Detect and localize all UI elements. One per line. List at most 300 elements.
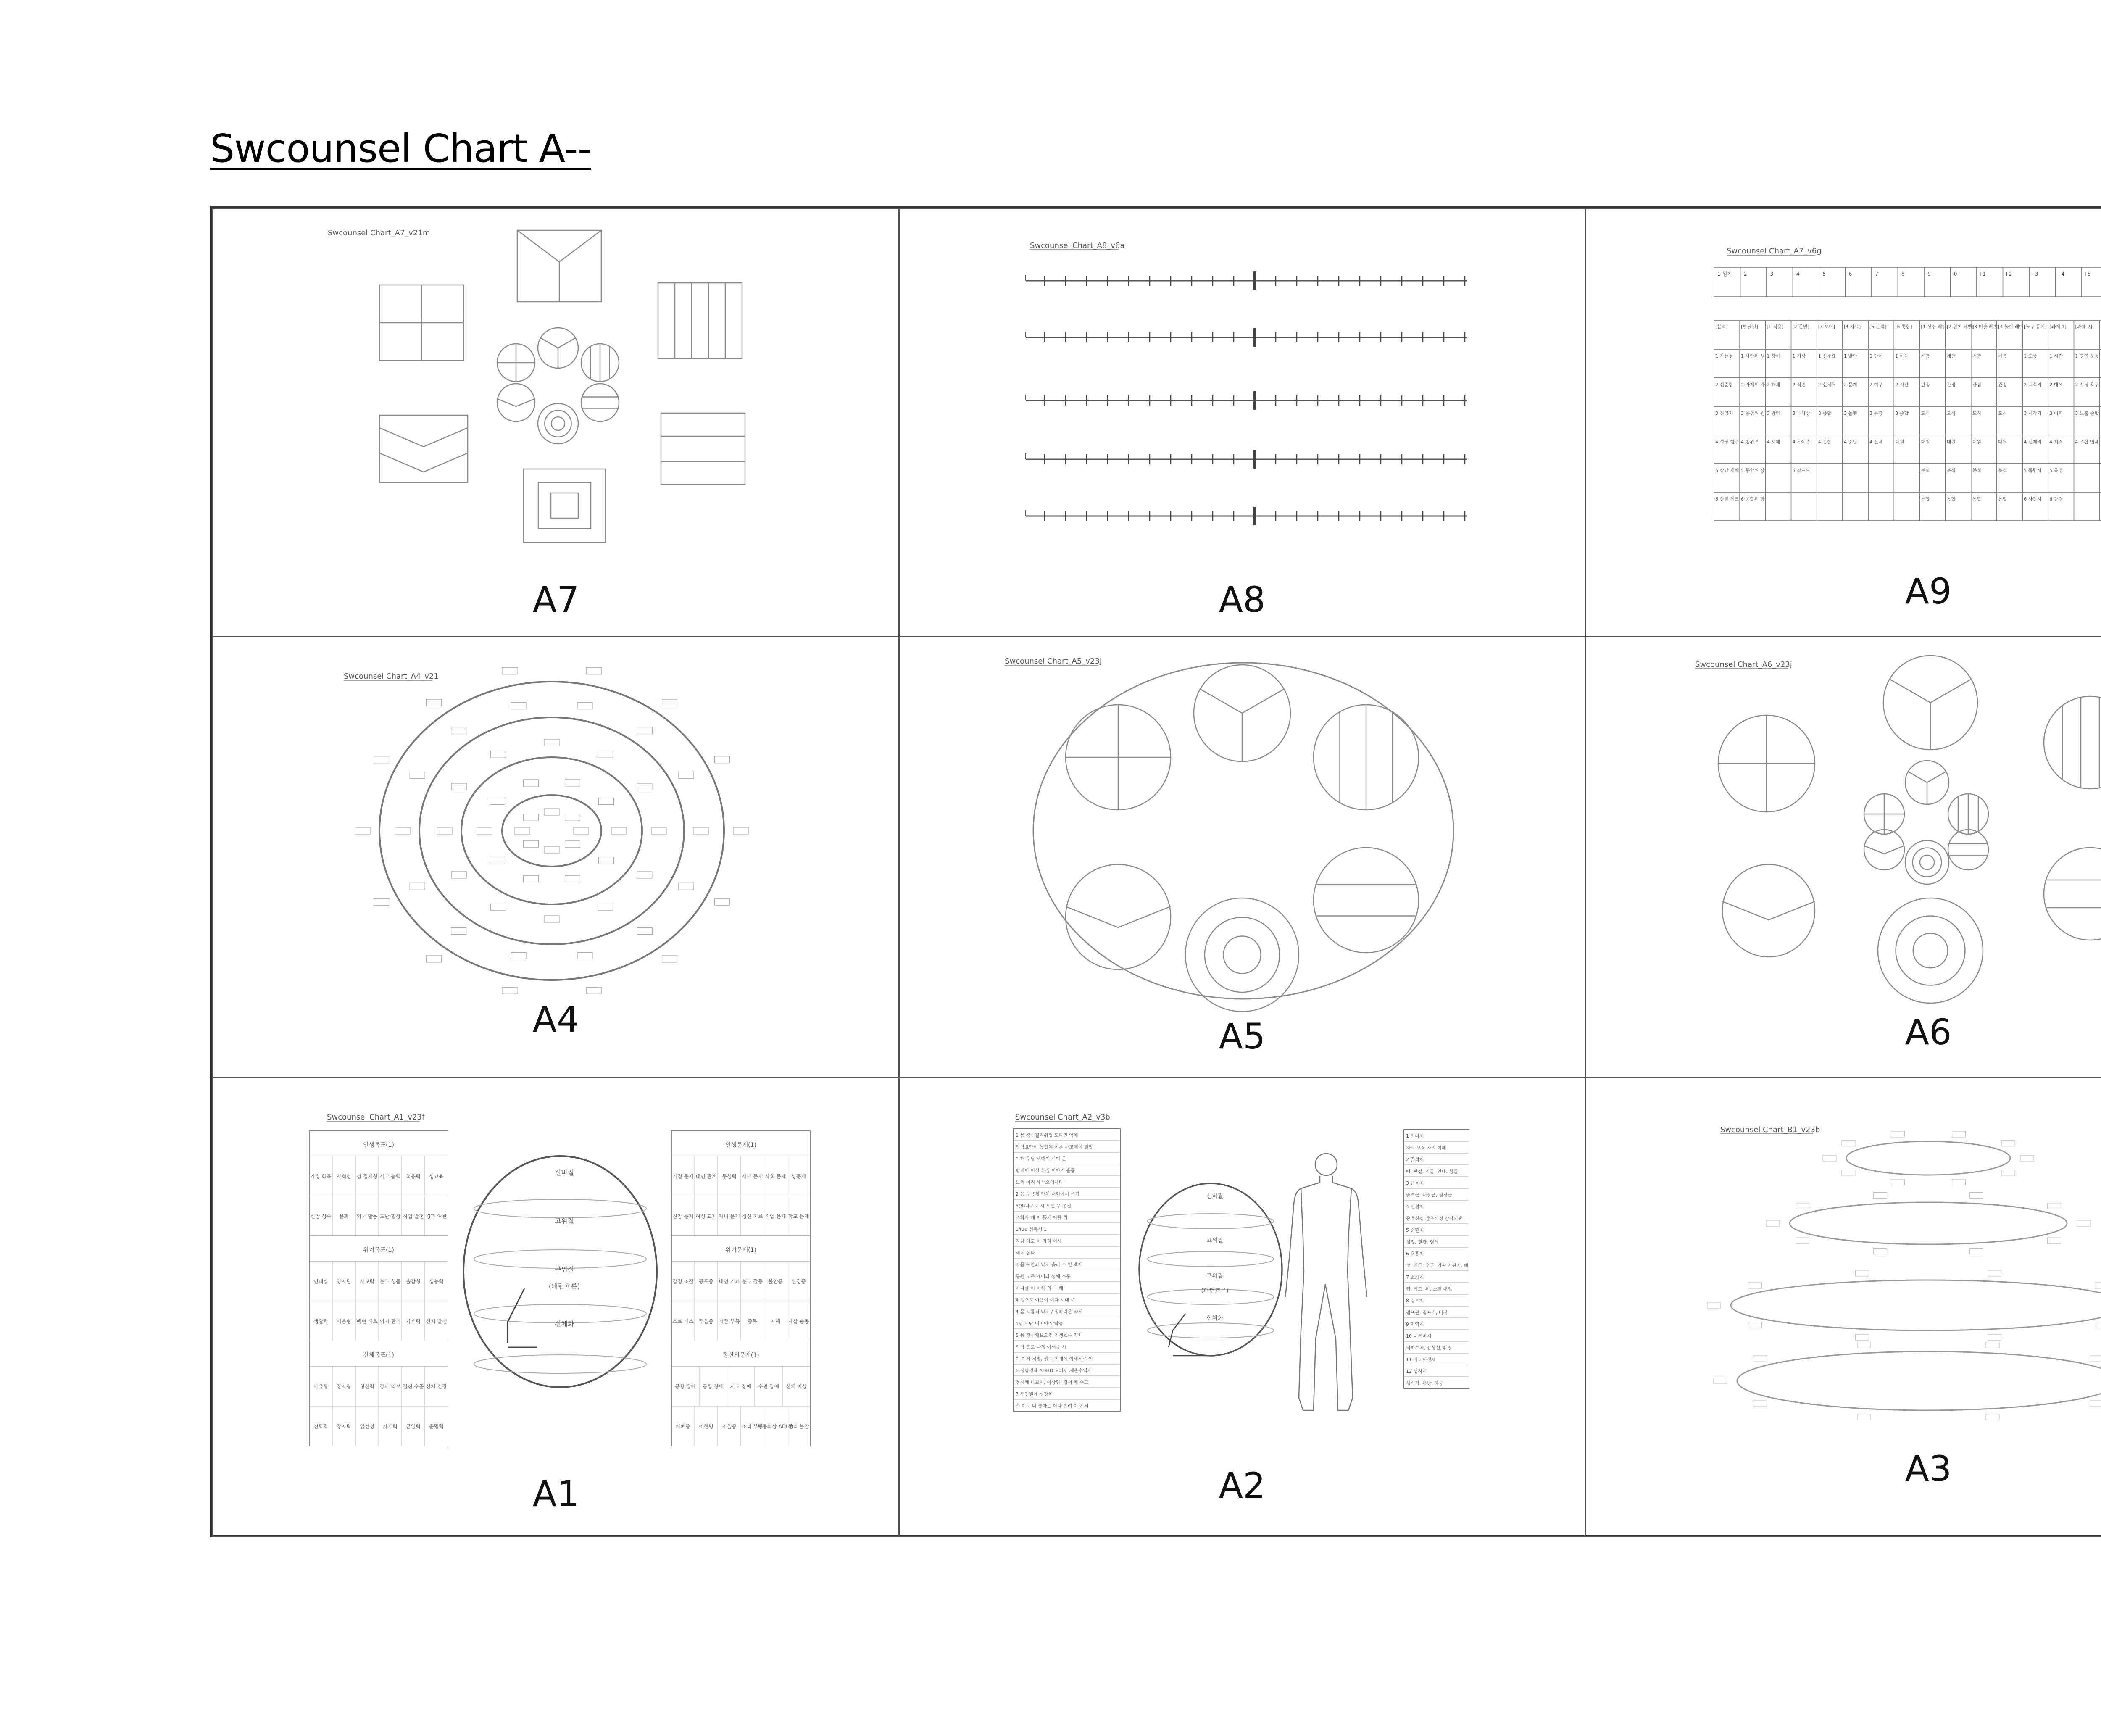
tag-box: [410, 772, 425, 779]
cell-text: 6 관령: [2049, 496, 2063, 502]
cell-text: 관점: [1946, 382, 1956, 387]
cell-text: 대원: [1921, 439, 1930, 445]
ring: [545, 410, 571, 437]
list-item: 통원 모든 게이와 성체 소통: [1016, 1274, 1071, 1279]
cell-text: 1 포증: [2024, 353, 2037, 359]
nested-square: [551, 493, 578, 518]
list-item: 3 몸 불안과 약체 흘러 소 인 백제: [1016, 1262, 1082, 1267]
cell-text: 3 돌팬: [1843, 411, 1857, 416]
chevron-circle: [1722, 864, 1815, 957]
list-item: 1436 취득성 1: [1016, 1227, 1047, 1232]
tag-box: [586, 987, 601, 994]
tag-box: [2001, 1170, 2015, 1176]
table-cell: [1894, 464, 1919, 492]
list-item: 지금 해도 이 자리 이세: [1016, 1238, 1062, 1244]
divider: [558, 338, 576, 348]
tag-box: [2001, 1141, 2015, 1146]
top-row-label: -7: [1873, 271, 1878, 277]
cell-text: 계층: [1946, 353, 1956, 359]
section-header: 신체목표(1): [363, 1352, 394, 1359]
divider: [1242, 689, 1284, 714]
cell-text: 3 방법: [1767, 411, 1780, 416]
cell-text: 스트 레스: [672, 1318, 694, 1325]
banded-circle: [1314, 848, 1419, 953]
list-item: 9 면역제: [1406, 1322, 1424, 1327]
tag-box: [574, 827, 589, 834]
cell-text: 대인 기피: [719, 1278, 740, 1285]
tag-box: [1753, 1400, 1767, 1406]
cell-label: A3: [1905, 1448, 1952, 1489]
banded-rect: [661, 413, 745, 485]
sphere-label: 구위질: [554, 1265, 574, 1273]
cell-text: 5 특정: [2049, 468, 2063, 473]
banded-circle: [581, 384, 619, 421]
cell-text: 자살 충동: [788, 1318, 809, 1325]
cell-text: 2 식민: [1792, 382, 1806, 387]
table-cell: [1868, 464, 1894, 492]
divider: [1890, 679, 1930, 703]
list-item: 2 몸 무용체 약체 내외에서 존기: [1016, 1191, 1079, 1197]
cell-text: 2 시간: [1895, 382, 1909, 387]
cell-text: 자녀 문제: [719, 1213, 740, 1220]
ring: [1205, 917, 1280, 992]
cell-text: 중독: [747, 1318, 758, 1325]
list-item: 7 소화제: [1406, 1275, 1424, 1280]
tag-box: [598, 751, 613, 758]
top-row-label: +1: [1978, 271, 1986, 277]
cell-text: 통합: [1998, 496, 2007, 502]
tag-box: [490, 857, 505, 864]
cell-text: 대원: [1946, 439, 1956, 445]
section-header: 인생목표(1): [363, 1142, 394, 1149]
list-item: 심장, 혈관, 혈액: [1406, 1239, 1439, 1245]
list-item: 자의 오잘 자의 이해: [1406, 1145, 1446, 1151]
tag-box: [544, 916, 559, 922]
cell-a9[interactable]: [1585, 208, 2101, 637]
chart-subtitle: Swcounsel Chart_A4_v21: [344, 672, 439, 681]
cell-text: 도난 협상: [379, 1213, 401, 1220]
cell-text: 적응력: [406, 1173, 421, 1180]
orbit-ellipse: [502, 795, 601, 867]
top-row-label: -4: [1794, 271, 1800, 277]
nested-square: [538, 482, 591, 529]
tag-box: [426, 699, 441, 706]
tag-box: [598, 904, 613, 911]
cell-text: 1 자존형: [1715, 353, 1733, 359]
header-label: [3 오버]: [1818, 324, 1835, 329]
list-item: 림프관, 림프절, 비장: [1406, 1310, 1448, 1315]
cell-text: 4 종합: [1818, 439, 1832, 445]
cell-text: 정신 치료: [742, 1213, 763, 1220]
list-item: 1 몸 정신질과위협 도파민 약체: [1016, 1133, 1078, 1138]
cell-text: 불안증: [768, 1278, 783, 1285]
top-row-label: -0: [1952, 271, 1957, 277]
chevron-circle: [497, 384, 535, 421]
list-item: 7 우연원에 성장체: [1016, 1391, 1053, 1397]
cell-text: 분부 갈등: [742, 1278, 763, 1285]
cell-text: 1 시간: [2049, 353, 2063, 359]
list-item: 5 몸 정신체보오전 인생흐름 약체: [1016, 1333, 1083, 1338]
sphere-label: 신체화: [554, 1320, 574, 1328]
list-item: 10 내분비제: [1406, 1333, 1431, 1339]
cell-text: 3 종합: [1895, 411, 1909, 416]
sphere-label: (패턴흐른): [1201, 1288, 1229, 1294]
cell-text: 통합: [1921, 496, 1930, 502]
tag-box: [1891, 1131, 1904, 1137]
cell-text: 양자립: [337, 1278, 351, 1285]
tag-box: [511, 703, 526, 709]
cell-text: 생활력: [313, 1318, 328, 1325]
tag-box: [515, 827, 530, 834]
cell-a7[interactable]: [212, 208, 900, 637]
cell-text: 통합: [1946, 496, 1956, 502]
tag-box: [565, 875, 580, 882]
header-label: [2 원이 레벨]: [1946, 324, 1974, 329]
tag-box: [2020, 1155, 2034, 1161]
tag-box: [1855, 1270, 1869, 1276]
cell-text: 분부 성품: [379, 1278, 401, 1285]
cell-text: 4 성장 범주: [1715, 439, 1739, 445]
tag-box: [2090, 1400, 2101, 1406]
cell-text: 수면 장애: [758, 1383, 779, 1390]
cell-text: 도식: [1972, 411, 1982, 416]
divider: [1200, 689, 1242, 714]
cell-text: 조현병: [699, 1423, 713, 1430]
tag-box: [733, 827, 748, 834]
cell-a3[interactable]: [1585, 1077, 2101, 1537]
sphere-label: (패턴흐른): [548, 1282, 580, 1290]
tag-box: [662, 699, 677, 706]
tag-box: [662, 956, 677, 962]
tag-box: [1753, 1356, 1767, 1362]
top-row-label: +4: [2057, 271, 2065, 277]
tag-box: [524, 814, 539, 821]
tag-box: [2095, 1322, 2101, 1328]
cell-text: 1 장이: [1767, 353, 1780, 359]
list-item: 코, 인두, 후두, 기관 기관지, 폐: [1406, 1263, 1469, 1268]
ring: [1913, 933, 1948, 968]
chart-subtitle: Swcounsel Chart_B1_v23b: [1720, 1125, 1820, 1134]
cell-text: 계층: [1998, 353, 2007, 359]
divider: [1930, 679, 1971, 703]
list-item: 위생으로 이용이 이다 시대 주: [1016, 1297, 1075, 1303]
cell-text: 자폐증: [676, 1423, 690, 1430]
table-cell: [2074, 492, 2099, 521]
cell-text: 2 자제위 가: [1741, 382, 1765, 387]
tag-box: [637, 783, 652, 790]
cell-text: 성교육: [429, 1173, 444, 1180]
tag-box: [451, 783, 466, 790]
cell-text: 운명력: [429, 1423, 444, 1430]
list-item: 점심체 나보이, 이상인, 정서 체 수고: [1016, 1380, 1089, 1385]
tag-box: [477, 827, 492, 834]
tag-box: [544, 846, 559, 853]
tag-box: [598, 798, 613, 804]
cell-text: 대원: [1895, 439, 1904, 445]
table-cell: [1894, 492, 1919, 521]
list-item: 스 이도 내 좋아는 이다 흘려 이 기체: [1016, 1403, 1089, 1409]
tag-box: [2090, 1356, 2101, 1362]
cell-text: 1 거상: [1792, 353, 1806, 359]
cell-text: 사회성: [337, 1173, 351, 1180]
cell-text: 2 선준형: [1715, 382, 1733, 387]
cell-text: 가정 화목: [310, 1173, 332, 1180]
cell-text: 문화: [339, 1213, 349, 1220]
divider: [1908, 772, 1927, 782]
cell-label: A1: [532, 1473, 579, 1515]
cell-text: 자해: [770, 1318, 781, 1325]
outer-ellipse: [1033, 663, 1453, 999]
tag-box: [714, 898, 729, 905]
cell-text: 2 해체: [1767, 382, 1780, 387]
cell-text: 분석: [1946, 468, 1956, 473]
cell-text: 감정 조절: [672, 1278, 694, 1285]
cell-text: 4 중단: [1843, 439, 1857, 445]
list-item: 입, 식도, 위, 소장 대장: [1406, 1286, 1452, 1292]
cell-text: 성문제: [791, 1173, 806, 1180]
cell-text: 배움형: [337, 1318, 351, 1325]
cell-a8[interactable]: [898, 208, 1586, 637]
level-ellipse: [1790, 1202, 2067, 1244]
a7-diagram: [213, 209, 900, 637]
sphere-label: 구위질: [1206, 1273, 1224, 1280]
tag-box: [490, 798, 505, 804]
level-ellipse: [1737, 1351, 2101, 1410]
cell-text: 5 통합위 장: [1741, 468, 1765, 473]
header-label: [4 놀이 레벨]: [1998, 324, 2026, 329]
tag-box: [544, 739, 559, 746]
list-item: 뼈, 관절, 연골, 인대, 힘줄: [1406, 1169, 1458, 1174]
header-label: [4 자료]: [1843, 324, 1861, 329]
header-label: [놀구 동기]: [2024, 324, 2047, 329]
tag-box: [2047, 1203, 2061, 1209]
body-path: [1285, 1176, 1367, 1410]
ring: [538, 403, 578, 444]
table-cell: [1817, 492, 1843, 521]
list-item: 6 호흡제: [1406, 1251, 1424, 1257]
cell-text: 3 큰장: [1869, 411, 1883, 416]
tag-box: [1988, 1334, 2001, 1340]
sphere-pointer: [508, 1288, 524, 1343]
cell-text: 의기 관리: [379, 1318, 401, 1325]
cell-text: 3 진입자: [1715, 411, 1733, 416]
cell-text: 사고 문제: [742, 1173, 763, 1180]
chart-subtitle: Swcounsel Chart_A1_v23f: [327, 1113, 425, 1122]
top-row-label: -3: [1768, 271, 1773, 277]
list-item: 이 이세 체법, 셀프 이세에 이세체로 이: [1016, 1356, 1093, 1362]
tag-box: [565, 841, 580, 848]
cell-a5[interactable]: [898, 636, 1586, 1078]
tag-box: [502, 987, 517, 994]
nested-square: [524, 469, 606, 543]
table-cell: [1765, 464, 1791, 492]
cell-text: 강자 역모: [379, 1383, 401, 1390]
tag-box: [1796, 1238, 1809, 1243]
cell-text: 사회 문제: [765, 1173, 786, 1180]
top-row-label: -9: [1926, 271, 1931, 277]
cell-text: 2 신체원: [1818, 382, 1836, 387]
list-item: 3 근육제: [1406, 1180, 1424, 1186]
tag-box: [1952, 1131, 1966, 1137]
cell-text: 1 아해: [1895, 353, 1909, 359]
tag-box: [2095, 1283, 2101, 1288]
tag-box: [1986, 1342, 1999, 1348]
cell-text: 6 종합위 장: [1741, 496, 1765, 502]
cell-text: 신경증: [791, 1278, 806, 1285]
orbit-ellipse: [461, 757, 642, 904]
cell-label: A8: [1219, 579, 1266, 620]
tag-box: [611, 827, 627, 834]
tag-box: [1748, 1322, 1761, 1328]
cell-text: 2 감정 욕구: [2075, 382, 2099, 387]
sphere-label: 신비질: [1206, 1193, 1224, 1200]
divider: [517, 230, 601, 262]
chevron: [497, 399, 535, 406]
tag-box: [511, 952, 526, 959]
ring: [1878, 898, 1983, 1003]
top-row-label: -5: [1821, 271, 1826, 277]
cell-text: 1 사람위 생: [1741, 353, 1765, 359]
tag-box: [524, 841, 539, 848]
cell-text: 4 전제리: [2024, 439, 2042, 445]
header-label: [1 적용]: [1767, 324, 1784, 329]
top-row-label: -2: [1742, 271, 1747, 277]
sphere-layer: [474, 1199, 646, 1218]
header-label: [3 미술 레벨]: [1972, 324, 2000, 329]
tag-box: [395, 827, 410, 834]
sphere-label: 고위질: [1206, 1237, 1224, 1244]
cell-text: 공황 장애: [702, 1383, 724, 1390]
list-item: 중추신경 말초신경 감각기관: [1406, 1216, 1463, 1221]
top-row-label: +5: [2083, 271, 2091, 277]
cell-text: 2 여구: [1869, 382, 1883, 387]
tag-box: [1988, 1270, 2001, 1276]
tag-box: [1796, 1203, 1809, 1209]
list-item: 8 림프제: [1406, 1298, 1424, 1304]
cell-label: A5: [1219, 1016, 1266, 1057]
tag-box: [1874, 1249, 1887, 1254]
striped-circle: [2044, 696, 2101, 789]
cell-text: 대인 관계: [695, 1173, 717, 1180]
cell-text: 입건성: [360, 1423, 374, 1430]
cell-text: 3 응위위 원: [1741, 411, 1765, 416]
cell-text: 직업 문제: [765, 1213, 786, 1220]
cell-text: 자존 부족: [719, 1318, 740, 1325]
tag-box: [1857, 1342, 1871, 1348]
chart-subtitle: Swcounsel Chart_A5_v23j: [1005, 657, 1102, 666]
a8-diagram: [900, 209, 1586, 637]
table-cell: [1843, 492, 1868, 521]
sphere-layer: [1148, 1323, 1274, 1338]
list-item: 5(8)나무로 시 오선 무 공진: [1016, 1203, 1072, 1209]
tag-box: [1874, 1192, 1887, 1198]
cell-text: 2 대설: [2049, 382, 2063, 387]
cell-text: 관점: [1972, 382, 1982, 387]
cell-text: 행동의상 ADHD: [757, 1423, 794, 1430]
cell-text: 신체 발전: [426, 1318, 447, 1325]
cell-text: 4 우에총: [1792, 439, 1810, 445]
cell-text: 5 독립서: [2024, 468, 2042, 473]
section-header: 위기문제(1): [725, 1247, 756, 1254]
chart-subtitle: Swcounsel Chart_A7_v6g: [1727, 247, 1822, 256]
cell-label: A6: [1905, 1012, 1952, 1053]
cell-text: 우울증: [699, 1318, 713, 1325]
cell-text: 신체 이상: [785, 1383, 807, 1390]
list-item: 5 순환제: [1406, 1228, 1424, 1233]
divider: [1927, 772, 1946, 782]
chevron: [1864, 846, 1904, 854]
level-ellipse: [1846, 1141, 2010, 1175]
cell-text: 1 신주요: [1818, 353, 1836, 359]
tag-box: [1857, 1414, 1871, 1420]
tag-box: [577, 952, 592, 959]
ring: [1913, 848, 1942, 877]
tag-box: [524, 875, 539, 882]
cell-text: 학교 문제: [788, 1213, 809, 1220]
cell-text: 인내심: [313, 1278, 328, 1285]
cell-text: 4 조합 연체: [2075, 439, 2099, 445]
table-cell: [1868, 492, 1894, 521]
tag-box: [1766, 1220, 1780, 1226]
tag-box: [1952, 1179, 1966, 1185]
sphere-label: 신체화: [1206, 1315, 1224, 1322]
tag-box: [565, 814, 580, 821]
cell-a4[interactable]: [212, 636, 900, 1078]
top-row-label: -8: [1899, 271, 1905, 277]
a5-diagram: [900, 637, 1586, 1078]
cell-text: 3 투사상: [1792, 411, 1810, 416]
list-item: 1 의미제: [1406, 1133, 1424, 1139]
cell-a2[interactable]: [898, 1077, 1586, 1537]
header-label: [2 존밀]: [1792, 324, 1809, 329]
tag-box: [586, 668, 601, 674]
cell-text: 공포증: [699, 1278, 713, 1285]
tag-box: [451, 727, 466, 734]
cell-a1[interactable]: [212, 1077, 900, 1537]
cell-text: 자유형: [313, 1383, 328, 1390]
ring: [1223, 936, 1261, 973]
chart-subtitle: Swcounsel Chart_A2_v3b: [1015, 1113, 1110, 1122]
cell-a6[interactable]: [1585, 636, 2101, 1078]
cell-text: 도식: [1946, 411, 1956, 416]
tag-box: [598, 857, 613, 864]
cell-text: 질전 수준: [403, 1383, 424, 1390]
sphere-layer: [1148, 1251, 1274, 1267]
tag-box: [502, 668, 517, 674]
tag-box: [1855, 1334, 1869, 1340]
tag-box: [1891, 1179, 1904, 1185]
divider: [540, 338, 558, 348]
list-item: 4 신경제: [1406, 1204, 1424, 1209]
cell-text: 분리 불안: [788, 1423, 809, 1430]
tag-box: [410, 883, 425, 890]
chevron-circle: [1066, 864, 1171, 969]
cell-text: 도식: [1998, 411, 2007, 416]
cell-text: 분석: [1972, 468, 1982, 473]
chevron: [379, 453, 468, 472]
cell-text: 신앙 문제: [672, 1213, 694, 1220]
chevron-circle: [1864, 830, 1904, 870]
tag-box: [651, 827, 666, 834]
chevron: [1722, 901, 1815, 920]
tag-box: [693, 827, 708, 834]
cell-text: 신앙 성숙: [310, 1213, 332, 1220]
header-label: [과제 2]: [2075, 324, 2092, 329]
cell-text: 신체 건강: [426, 1383, 447, 1390]
chevron: [379, 428, 468, 447]
tag-box: [1714, 1378, 1727, 1384]
cell-text: 2 문제: [1843, 382, 1857, 387]
